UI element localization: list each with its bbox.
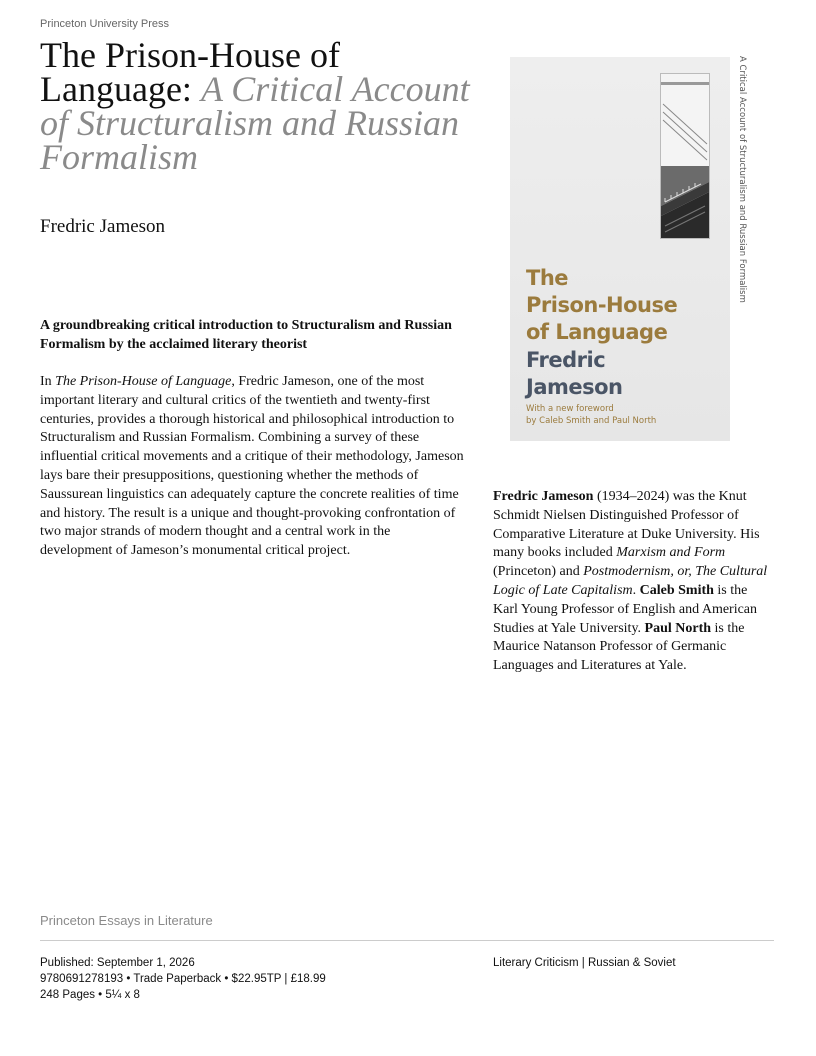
cover-title [526, 265, 726, 346]
author-bio [493, 488, 773, 676]
book-headline: A groundbreaking critical introduction to Structuralism and Russian Formalism by the acclaimed literary theorist [40, 318, 452, 352]
desc-body: , Fredric Jameson, one of the most important literary and cultural critics of the twentieth and twenty-first centuries, provides a thorough historical and philosophical introduction to Structuralism and Russian Formalism. Combining a survey of these influential critical movements and a critique of their methodology, Jameson lays bare their presuppositions, questioning whether the methods of Saussurean linguistics can adequately capture the concrete realities of time and history. The result is a unique and thought-provoking confrontation of two major strands of modern thought and a central work in the development of Jameson’s monumental critical project. [40, 374, 464, 559]
staircase-graphic [661, 74, 709, 238]
cover-title-line: Prison-House [526, 293, 678, 317]
bio-name-north: Paul North [644, 620, 712, 636]
book-description [40, 373, 464, 561]
bio-text: is the Karl Young Professor of English and American Studies at Yale University. [493, 582, 758, 636]
subject-categories: Literary Criticism | Russian & Soviet [493, 957, 676, 969]
publication-info [40, 955, 326, 1003]
bio-book-title: Postmodernism, or, The Cultural Logic of Late Capitalism [493, 564, 768, 598]
title-subtitle: A Critical Account of Structuralism and Russian Formalism [40, 69, 470, 177]
bio-book-title: Marxism and Form [616, 545, 726, 561]
book-cover [510, 57, 730, 441]
bio-name-jameson: Fredric Jameson [493, 489, 594, 504]
bio-text: is the Maurice Natanson Professor of Germanic Languages and Literatures at Yale. [493, 620, 745, 674]
cover-author-line: Jameson [526, 375, 623, 399]
page-count-trim: 248 Pages • 5¼ x 8 [40, 989, 140, 1001]
isbn-format-price: 9780691278193 • Trade Paperback • $22.95TP | £18.99 [40, 973, 326, 985]
bio-name-smith: Caleb Smith [639, 582, 714, 598]
desc-book-title: The Prison-House of Language [55, 374, 232, 389]
desc-intro: In [40, 374, 56, 389]
cover-spine-text: A Critical Account of Structuralism and Russian Formalism [737, 56, 747, 303]
book-title [40, 35, 480, 177]
publisher-name: Princeton University Press [40, 18, 169, 30]
cover-foreword-line: With a new foreword [526, 404, 614, 414]
bio-text: (1934–2024) was the Knut Schmidt Nielsen Distinguished Professor of Comparative Literature at Duke University. His many books included [493, 489, 760, 561]
cover-foreword [526, 403, 726, 427]
series-name: Princeton Essays in Literature [40, 913, 213, 928]
cover-title-line: The [526, 266, 569, 290]
bio-text: . [632, 582, 640, 598]
staircase-photo [660, 73, 710, 239]
cover-author [526, 347, 726, 401]
footer-divider [40, 940, 774, 941]
title-main: The Prison-House of Language: [40, 35, 340, 109]
bio-text: (Princeton) and [493, 564, 584, 580]
author-name: Fredric Jameson [40, 216, 166, 237]
publication-date: Published: September 1, 2026 [40, 957, 195, 969]
cover-title-line: of Language [526, 320, 668, 344]
cover-foreword-line: by Caleb Smith and Paul North [526, 416, 657, 426]
cover-author-line: Fredric [526, 348, 606, 372]
